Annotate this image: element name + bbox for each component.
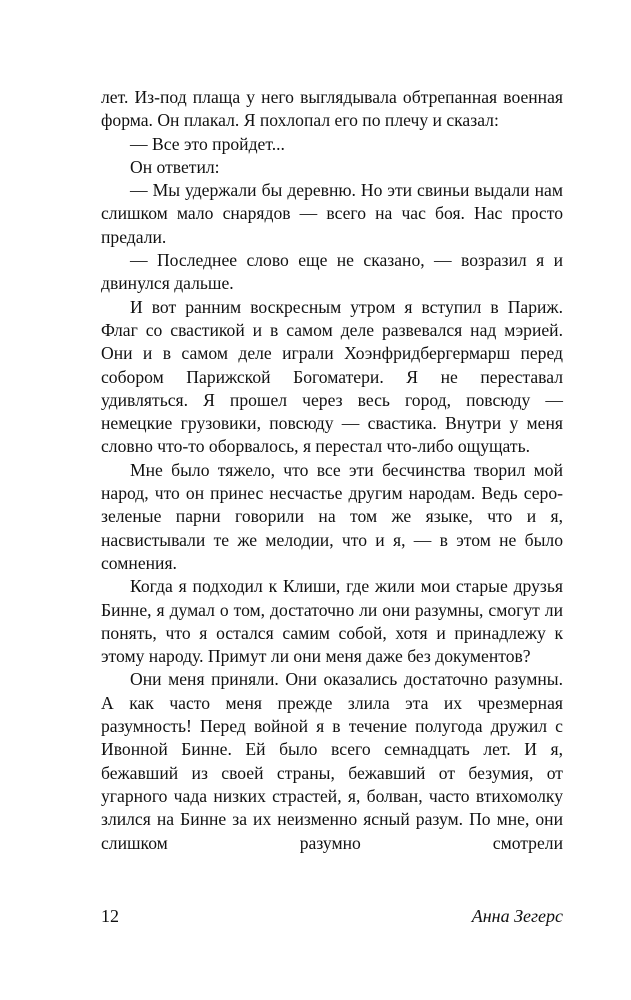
page-footer: [101, 906, 563, 930]
paragraph-he-replied: Он ответил:: [130, 156, 220, 177]
paragraph-binnet-family: Они меня приняли. Они оказались достаточно разумны. А как часто меня прежде злила эта их чрезмерная разумность! Перед войной я в течение полугода дружил с Ивонной Бинне. Ей было всего семнадцать лет. И я, бежавший из своей страны, бежавший от безумия, от угарного чада низких страстей, я, болван, часто втихомолку злился на Бинне за их неизменно ясный разум. По мне, они слишком разумно смотрели: [101, 669, 563, 853]
page-number: 12: [101, 906, 119, 926]
paragraph-dialogue-village: — Мы удержали бы деревню. Но эти свиньи выдали нам слишком мало снарядов — всего на час боя. Нас просто предали.: [101, 180, 563, 247]
paragraph-clichy: Когда я подходил к Клиши, где жили мои старые друзья Бинне, я думал о том, достаточно ли они разумны, смогут ли понять, что я остался самим собой, хотя и принадлежу к этому народу. Примут ли они меня даже без документов?: [101, 576, 563, 667]
paragraph-dialogue-reassure: — Все это пройдет...: [130, 133, 285, 154]
paragraph-continuation: лет. Из-под плаща у него выглядывала обтрепанная военная форма. Он плакал. Я похлопал его по плечу и сказал:: [101, 87, 563, 131]
paragraph-paris: И вот ранним воскресным утром я вступил в Париж. Флаг со свастикой и в самом деле развевался над мэрией. Они и в самом деле играли Хоэнфридбергермарш перед собором Парижской Богоматери. Я не переставал удивляться. Я прошел через весь город, повсюду — немецкие грузовики, повсюду — свастика. Внутри у меня словно что-то оборвалось, я перестал что-либо ощущать.: [101, 296, 563, 457]
paragraph-my-people: Мне было тяжело, что все эти бесчинства творил мой народ, что он принес несчастье другим народам. Ведь серо-зеленые парни говорили на том же языке, что и я, насвистывали те же мелодии, что и я, — в этом не было сомнения.: [101, 459, 563, 573]
running-footer-author: Анна Зегерс: [471, 906, 563, 926]
paragraph-dialogue-last-word: — Последнее слово еще не сказано, — возразил я и двинулся дальше.: [101, 250, 563, 294]
book-page-text: [101, 86, 563, 855]
